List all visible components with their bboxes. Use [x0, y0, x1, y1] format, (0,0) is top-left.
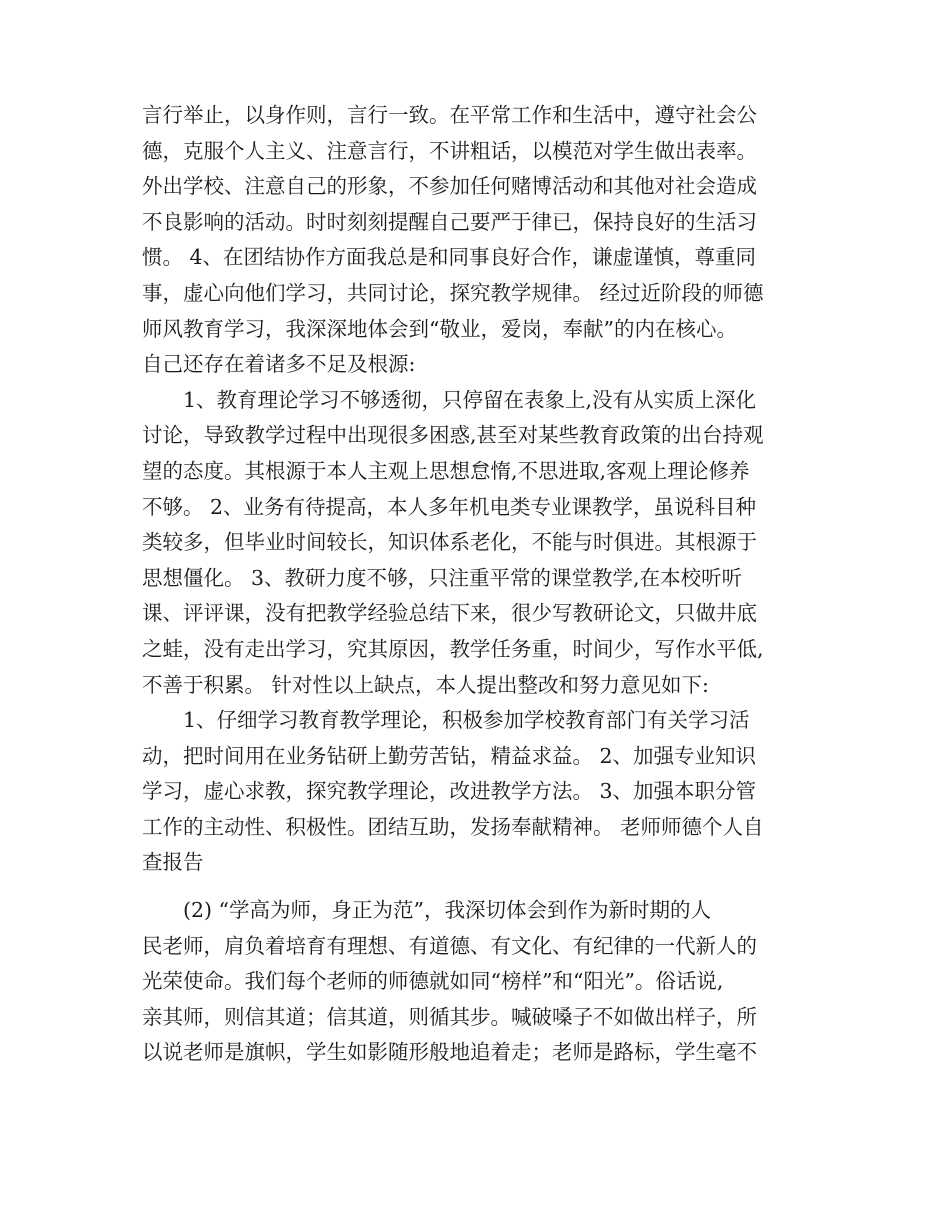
text-line: 查报告 — [142, 850, 204, 875]
text-line: 外出学校、注意自己的形象，不参加任何赌博活动和其他对社会造成 — [142, 174, 757, 199]
text-line: 1、教育理论学习不够透彻，只停留在表象上,没有从实质上深化 — [142, 387, 757, 412]
text-line: 1、仔细学习教育教学理论，积极参加学校教育部门有关学习活 — [142, 708, 750, 733]
text-line: 师风教育学习，我深深地体会到“敬业，爱岗，奉献”的内在核心。 — [142, 316, 737, 341]
text-line: 类较多，但毕业时间较长，知识体系老化，不能与时俱进。其根源于 — [142, 530, 757, 555]
text-line: 不够。 2、业务有待提高，本人多年机电类专业课教学，虽说科目种 — [142, 494, 757, 519]
text-line: 以说老师是旗帜，学生如影随形般地追着走；老师是路标，学生毫不 — [142, 1040, 757, 1065]
text-line: 课、评评课，没有把教学经验总结下来，很少写教研论文，只做井底 — [142, 601, 757, 626]
text-line: 民老师，肩负着培育有理想、有道德、有文化、有纪律的一代新人的 — [142, 933, 757, 958]
document-body — [142, 98, 812, 1071]
text-line: 之蛙，没有走出学习，究其原因，教学任务重，时间少，写作水平低, — [142, 636, 764, 661]
text-line: 自己还存在着诸多不足及根源: — [142, 352, 416, 377]
text-line: 言行举止，以身作则，言行一致。在平常工作和生活中，遵守社会公 — [142, 103, 757, 127]
text-line: 讨论，导致教学过程中出现很多困惑,甚至对某些教育政策的出台持观 — [142, 423, 764, 448]
text-line: 动，把时间用在业务钻研上勤劳苦钻，精益求益。 2、加强专业知识 — [142, 743, 757, 768]
text-line: 亲其师，则信其道；信其道，则循其步。喊破嗓子不如做出样子，所 — [142, 1004, 757, 1029]
text-line: (2) “学高为师，身正为范”，我深切体会到作为新时期的人 — [142, 898, 712, 923]
text-line: 惯。 4、在团结协作方面我总是和同事良好合作，谦虚谨慎，尊重同 — [142, 245, 757, 270]
text-line: 不良影响的活动。时时刻刻提醒自己要严于律已，保持良好的生活习 — [142, 209, 757, 234]
text-line: 思想僵化。 3、教研力度不够，只注重平常的课堂教学,在本校听听 — [142, 565, 743, 590]
text-line: 工作的主动性、积极性。团结互助，发扬奉献精神。 老师师德个人自 — [142, 814, 764, 839]
text-line: 德，克服个人主义、注意言行，不讲粗话，以模范对学生做出表率。 — [142, 138, 757, 163]
text-line: 事，虚心向他们学习，共同讨论，探究教学规律。 经过近阶段的师德 — [142, 280, 764, 305]
text-line: 不善于积累。 针对性以上缺点，本人提出整改和努力意见如下: — [142, 672, 709, 697]
text-line: 学习，虚心求教，探究教学理论，改进教学方法。 3、加强本职分管 — [142, 779, 757, 804]
paragraph-gap — [142, 881, 812, 893]
text-line: 光荣使命。我们每个老师的师德就如同“榜样”和“阳光”。俗话说, — [142, 969, 724, 994]
text-line: 望的态度。其根源于本人主观上思想怠惰,不思进取,客观上理论修养 — [142, 458, 750, 483]
